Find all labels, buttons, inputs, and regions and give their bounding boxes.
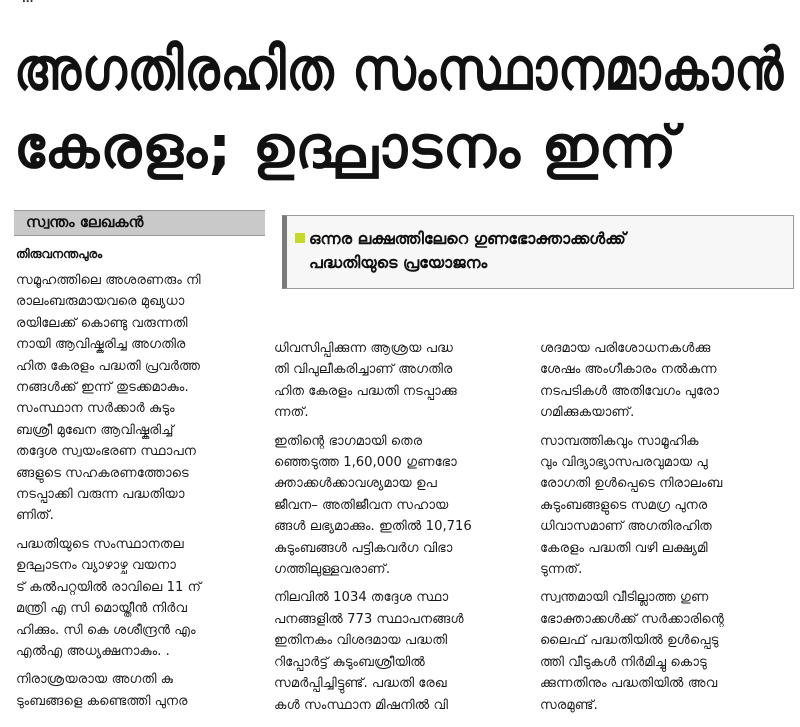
- bullet-square-icon: [295, 233, 305, 243]
- headline: [14, 30, 794, 186]
- paragraph: [540, 587, 794, 715]
- text-line: നടപടികൾ അതിവേഗം പുരോ: [540, 383, 720, 399]
- text-line: നടപ്പാക്കി വരുന്ന പദ്ധതിയാ: [16, 487, 185, 503]
- text-line: ശേഷം അംഗീകാരം നൽകുന്ന: [540, 362, 717, 378]
- text-line: ട് കൽപറ്റയിൽ രാവിലെ 11 ന്: [16, 579, 202, 595]
- top-strip: [0, 0, 800, 10]
- text-line: സ്വന്തമായി വീടില്ലാത്ത ഗുണ: [540, 590, 709, 606]
- text-line: ശദമായ പരിശോധനകൾക്കു: [540, 341, 711, 356]
- text-line: മന്ത്രി എ സി മൊയ്തീൻ നിർവ: [16, 601, 188, 617]
- paragraph: [16, 534, 264, 662]
- text-line: ടുംബങ്ങളെ കണ്ടെത്തി പുനര: [16, 693, 188, 709]
- text-line: രാലംബരുമായവരെ മുഖ്യധാ: [16, 294, 185, 310]
- article-column-2: [274, 338, 528, 723]
- text-line: ങ്ങൾ ലഭ്യമാക്കും. ഇതിൽ 10,716: [274, 519, 472, 535]
- highlight-line-2: പദ്ധതിയുടെ പ്രയോജനം: [309, 253, 488, 272]
- text-line: ജീവന– അതിജീവന സഹായ: [274, 497, 449, 513]
- headline-line-2: കേരളം; ഉദ്ഘാടനം ഇന്ന്: [14, 113, 678, 181]
- text-line: ലൈഫ് പദ്ധതിയിൽ ഉൾപ്പെടു: [540, 633, 719, 649]
- text-line: പനങ്ങളിൽ 773 സ്ഥാപനങ്ങൾ: [274, 611, 464, 627]
- text-line: ഹിത കേരളം പദ്ധതി പ്രവർത്ത: [16, 358, 201, 374]
- highlight-text: [309, 227, 779, 275]
- text-line: ഹിക്കും. സി കെ ശശീന്ദ്രൻ എം: [16, 622, 196, 638]
- text-line: കുടുംബങ്ങൾ പട്ടികവർഗ വിഭാ: [274, 540, 453, 556]
- text-line: സമർപ്പിച്ചിട്ടുണ്ട്. പദ്ധതി രേഖ: [274, 676, 447, 692]
- article-column-1: [16, 270, 264, 719]
- text-line: രോഗതി ഉൾപ്പെടെ നിരാലംബ: [540, 476, 723, 492]
- byline: സ്വന്തം ലേഖകൻ: [26, 213, 144, 231]
- text-line: നായി ആവിഷ്കരിച്ച അഗതിര: [16, 337, 186, 353]
- text-line: ങ്ങളുടെ സഹകരണത്തോടെ: [16, 465, 189, 481]
- text-line: നങ്ങൾക്ക് ഇന്ന് തുടക്കമാകും.: [16, 380, 189, 396]
- text-line: ബശ്രീ മുഖേന ആവിഷ്കരിച്ച്: [16, 422, 174, 438]
- paragraph: [540, 338, 794, 424]
- text-line: ഗമിക്കുകയാണ്.: [540, 405, 635, 421]
- text-line: കൾ സംസ്ഥാന മിഷനിൽ വി: [274, 697, 448, 713]
- text-line: കേരളം പദ്ധതി വഴി ലക്ഷ്യമി: [540, 540, 708, 556]
- text-line: ധിവാസമാണ് അഗതിരഹിത: [540, 519, 712, 535]
- paragraph: [274, 431, 528, 581]
- text-line: സമൂഹത്തിലെ അശരണരും നി: [16, 273, 201, 288]
- paragraph: [274, 338, 528, 424]
- text-line: ധിവസിപ്പിക്കുന്ന ആശ്രയ പദ്ധ: [274, 341, 454, 356]
- paragraph: [16, 669, 264, 712]
- headline-line-1: അഗതിരഹിത സംസ്ഥാനമാകാൻ: [14, 35, 784, 103]
- article-column-3: [540, 338, 794, 723]
- text-line: തദ്ദേശ സ്വയംഭരണ സ്ഥാപന: [16, 444, 196, 460]
- text-line: രയിലേക്ക് കൊണ്ടു വരുന്നതി: [16, 315, 188, 331]
- text-line: എൽഎ അധ്യക്ഷനാകും. .: [16, 643, 170, 659]
- text-line: ന്നത്.: [274, 405, 309, 421]
- text-line: തി വിപുലീകരിച്ചാണ് അഗതിര: [274, 362, 453, 378]
- highlight-line-1: ഒന്നര ലക്ഷത്തിലേറെ ഗുണഭോക്താക്കൾക്ക്: [309, 229, 626, 248]
- text-line: ഭോക്താക്കൾക്ക് സർക്കാരിന്റെ: [540, 611, 724, 627]
- text-line: ഇതിന്റെ ഭാഗമായി തെര: [274, 433, 423, 449]
- text-line: വും വിദ്യാഭ്യാസപരവുമായ പു: [540, 455, 708, 471]
- text-line: ഇതിനകം വിശദമായ പദ്ധതി: [274, 633, 448, 649]
- dateline: തിരുവനന്തപുരം: [16, 247, 103, 261]
- text-line: ഉദ്ഘാടനം വ്യാഴാഴ്ച വയനാ: [16, 558, 176, 574]
- text-line: ഞ്ഞെടുത്ത 1,60,000 ഗുണഭോ: [274, 455, 457, 471]
- text-line: ണിത്.: [16, 508, 54, 524]
- highlight-box: [282, 215, 794, 289]
- text-line: ത്തി വീടുകൾ നിർമിച്ചു കൊടു: [540, 654, 707, 670]
- text-line: നിരാശ്രയരായ അഗതി കു: [16, 672, 174, 688]
- text-line: ടുന്നത്.: [540, 562, 583, 578]
- text-line: പദ്ധതിയുടെ സംസ്ഥാനതല: [16, 536, 184, 552]
- text-line: സരമുണ്ട്.: [540, 697, 598, 713]
- text-line: റിപ്പോർട്ട് കുടുംബശ്രീയിൽ: [274, 654, 425, 670]
- text-line: ഗത്തിലുള്ളവരാണ്.: [274, 562, 391, 578]
- byline-bar: [14, 210, 265, 236]
- page-tag: [22, 0, 33, 5]
- text-line: സംസ്ഥാന സർക്കാർ കുടും: [16, 401, 175, 417]
- paragraph: [274, 587, 528, 715]
- text-line: കുടുംബങ്ങളുടെ സമഗ്ര പുനര: [540, 497, 708, 513]
- text-line: ക്താക്കൾക്കാവശ്യമായ ഉപ: [274, 476, 437, 492]
- text-line: ക്കുന്നതിനും പദ്ധതിയിൽ അവ: [540, 676, 718, 692]
- paragraph: [540, 431, 794, 581]
- text-line: നിലവിൽ 1034 തദ്ദേശ സ്ഥാ: [274, 590, 449, 606]
- paragraph: [16, 270, 264, 527]
- text-line: സാമ്പത്തികവും സാമൂഹിക: [540, 433, 699, 449]
- text-line: ഹിത കേരളം പദ്ധതി നടപ്പാക്കു: [274, 383, 457, 399]
